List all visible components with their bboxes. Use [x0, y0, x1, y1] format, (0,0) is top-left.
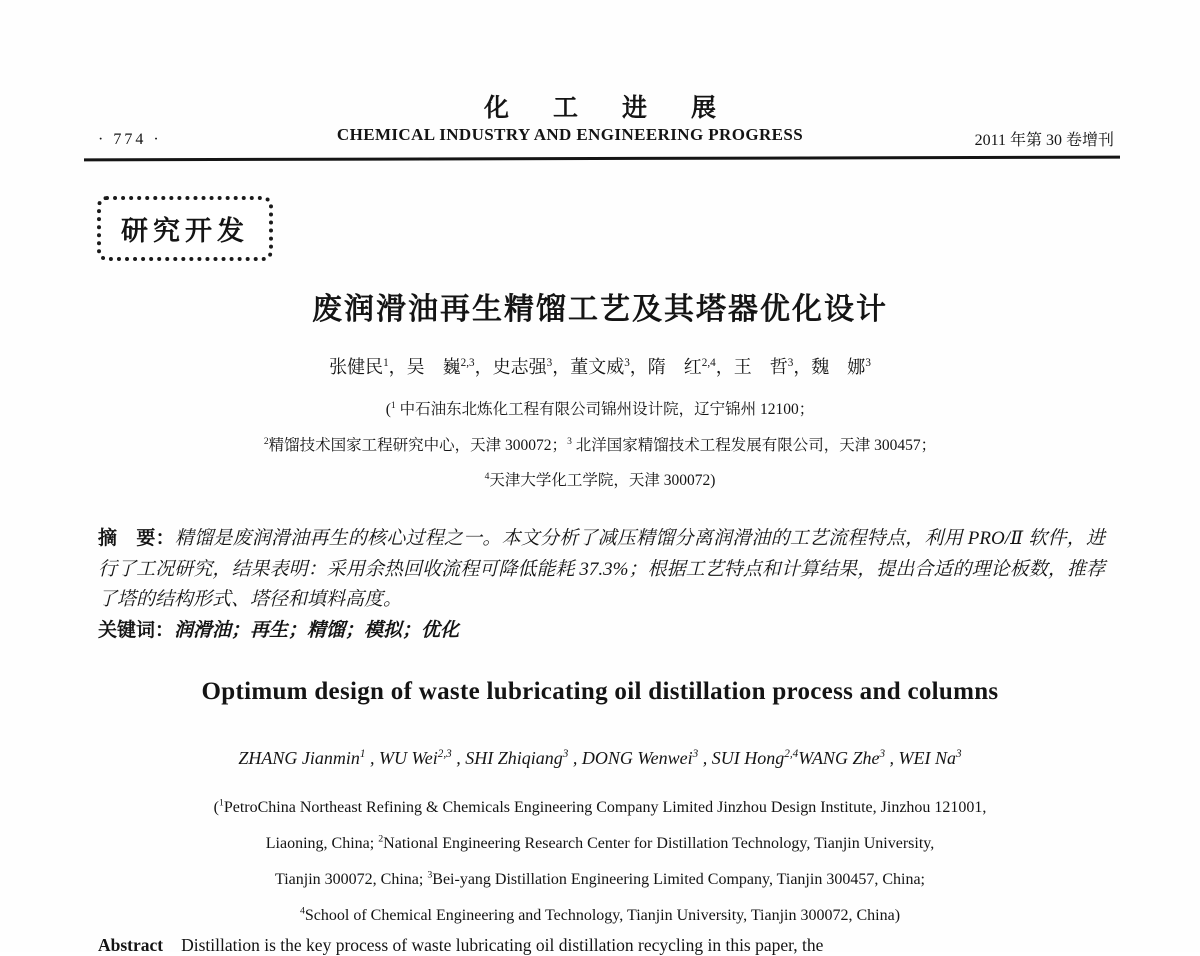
affiliations-cn — [0, 392, 1200, 499]
affiliation-en-line: $^4$School of Chemical Engineering and Technology, Tianjin University, Tianjin 300072, China) — [299, 905, 901, 924]
affiliation-cn-line: $^2$精馏技术国家工程研究中心，天津 300072；$^3$ 北洋国家精馏技术工程发展有限公司，天津 300457； — [263, 435, 937, 454]
abstract-cn-label: 摘 要： — [98, 528, 175, 549]
journal-title-cn: 化工进展 — [483, 95, 760, 122]
article-title-cn: 废润滑油再生精馏工艺及其塔器优化设计 — [312, 293, 888, 326]
issue-info: 2011 年第 30 卷增刊 — [974, 132, 1114, 149]
section-badge — [97, 196, 273, 261]
journal-title-en: CHEMICAL INDUSTRY AND ENGINEERING PROGRESS — [336, 125, 804, 144]
authors-cn: 张健民$^1$，吴 巍$^{2,3}$，史志强$^3$，董文威$^3$，隋 红$^{2,4}$，王 哲$^3$，魏 娜$^3$ — [329, 357, 871, 377]
affiliation-en-line: Liaoning, China; $^2$National Engineering Research Center for Distillation Technology, Tianjin University, — [265, 833, 935, 852]
keywords-text: 润滑油；再生；精馏；模拟；优化 — [174, 619, 460, 641]
affiliations-en — [0, 790, 1200, 934]
affiliation-en-line: Tianjin 300072, China; $^3$Bei-yang Distillation Engineering Limited Company, Tianjin 300457, China; — [275, 869, 925, 888]
abstract-cn — [98, 524, 1105, 616]
page-number: · 774 · — [98, 131, 162, 148]
abstract-en-label: Abstract — [98, 935, 164, 955]
abstract-cn-text: 精馏是废润滑油再生的核心过程之一。本文分析了减压精馏分离润滑油的工艺流程特点，利用 PRO/Ⅱ 软件，进行了工况研究，结果表明：采用余热回收流程可降低能耗 37.3%；根据工艺特点和计算结果，提出合适的理论板数，推荐了塔的结构形式、塔径和填料高度。 — [98, 528, 1105, 610]
abstract-cn-block — [98, 524, 1105, 646]
header-rule — [84, 156, 1120, 162]
abstract-en-text: Distillation is the key process of waste lubricating oil distillation recycling in this paper, the — [181, 935, 824, 955]
section-badge-label: 研究开发 — [121, 216, 249, 246]
affiliation-cn-line: ($^1$ 中石油东北炼化工程有限公司锦州设计院，辽宁锦州 12100； — [385, 399, 815, 418]
authors-en: ZHANG Jianmin$^1$ , WU Wei$^{2,3}$ , SHI Zhiqiang$^3$ , DONG Wenwei$^3$ , SUI Hong$^{2,4}$WANG Zhe$^3$ , WEI Na$^3$ — [238, 748, 962, 768]
affiliation-en-line: ($^1$PetroChina Northeast Refining & Chemicals Engineering Company Limited Jinzhou Design Institute, Jinzhou 121001, — [213, 797, 987, 816]
article-title-en: Optimum design of waste lubricating oil distillation process and columns — [201, 678, 999, 705]
keywords-cn — [98, 616, 1105, 647]
affiliation-cn-line: $^4$天津大学化工学院，天津 300072) — [484, 470, 716, 489]
abstract-en-block — [98, 934, 1105, 956]
keywords-label: 关键词： — [98, 619, 175, 641]
